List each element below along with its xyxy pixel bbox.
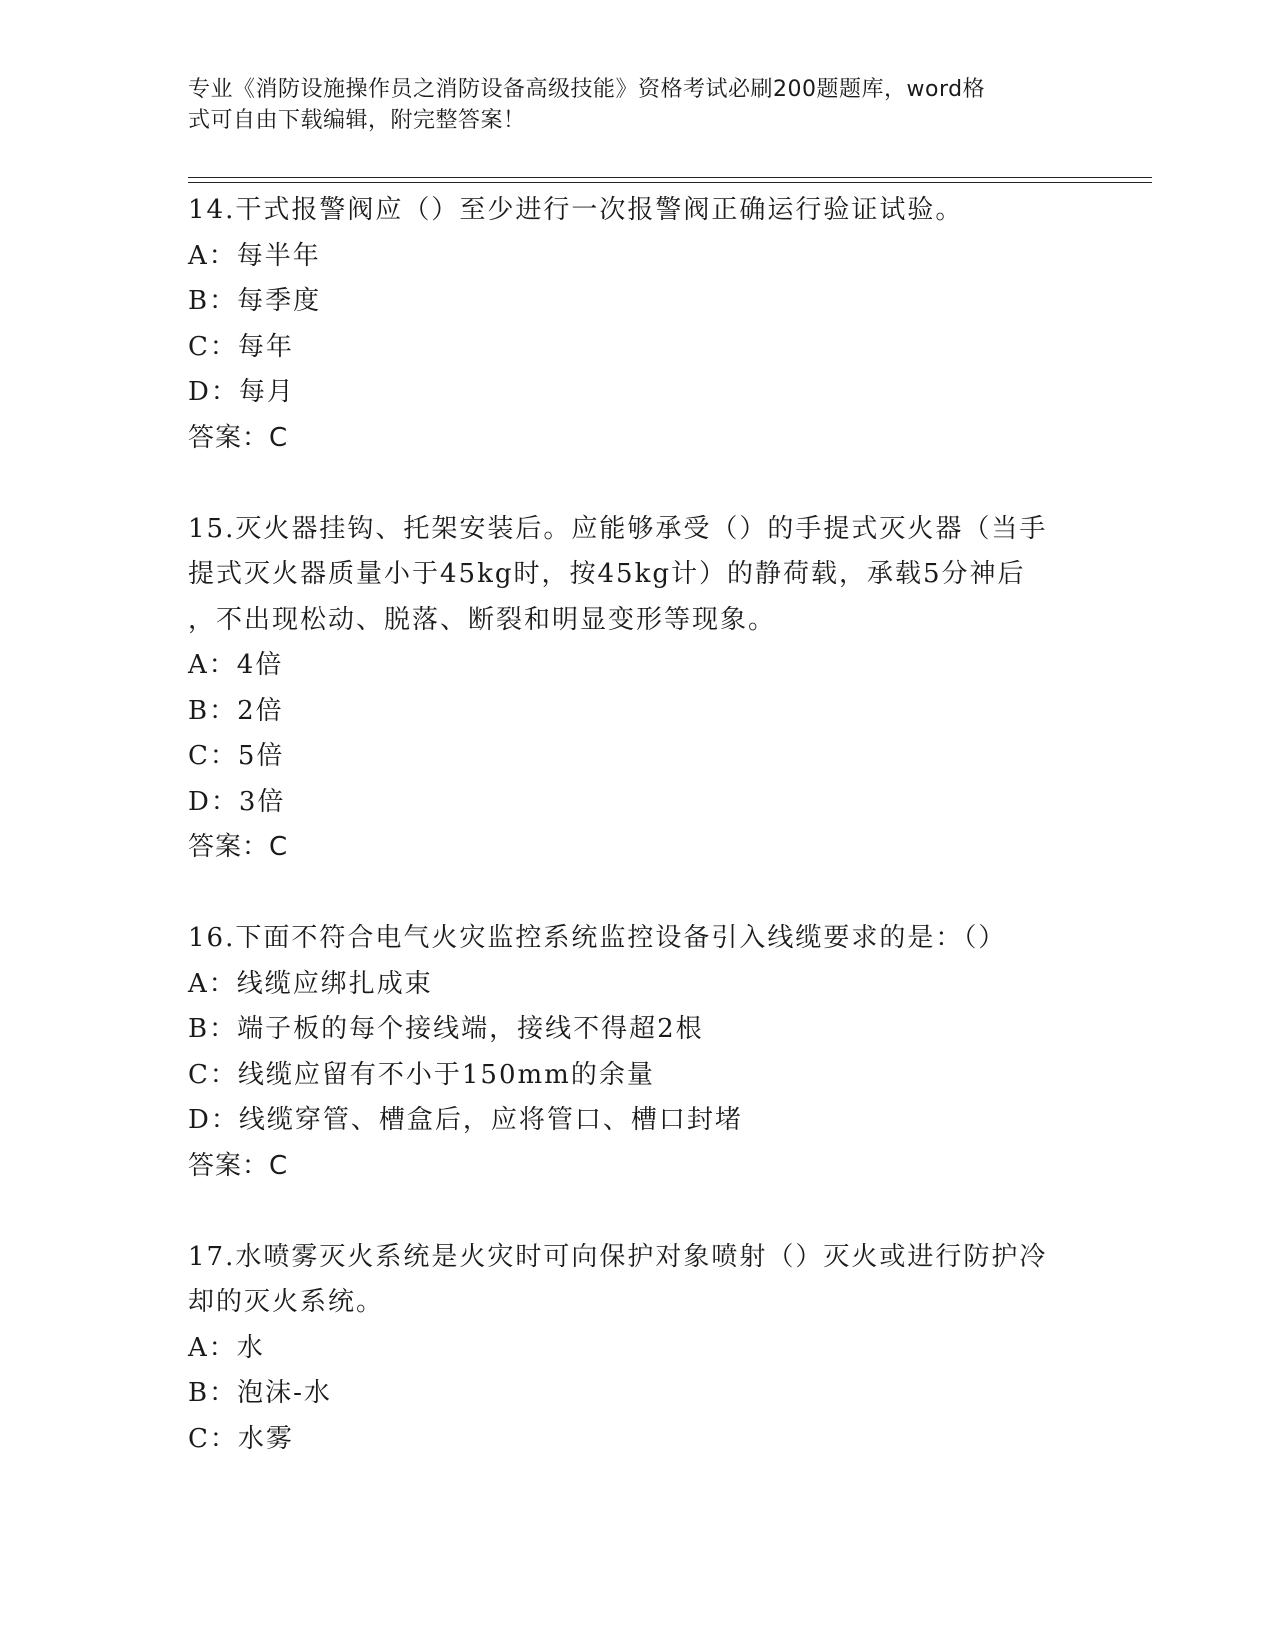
option-d: D：每月 [188,377,295,407]
question-14 [188,188,1088,461]
option-a: A：线缆应绑扎成束 [188,968,433,999]
answer-line: 答案：C [188,422,289,453]
header-divider-bottom [188,182,1152,183]
option-b: B：每季度 [188,286,322,316]
question-spacer [188,871,1088,917]
option-b: B：端子板的每个接线端，接线不得超2根 [188,1014,704,1044]
option-b: B：泡沫-水 [188,1378,332,1408]
question-list [188,188,1088,1462]
option-b: B：2倍 [188,695,284,726]
option-a: A：水 [188,1332,265,1363]
option-c: C：每年 [188,331,294,362]
document-header: 专业《消防设施操作员之消防设备高级技能》资格考试必刷200题题库，word格 式可自由下载编辑，附完整答案！ [188,77,986,133]
option-c: C：水雾 [188,1423,294,1454]
option-c: C：5倍 [188,741,285,771]
question-stem: 15.灭火器挂钩、托架安装后。应能够承受（）的手提式灭火器（当手 提式灭火器质量小于45kg时，按45kg计）的静荷载，承载5分神后 ，不出现松动、脱落、断裂和明显变形等现象。 [188,513,1048,635]
question-stem: 17.水喷雾灭火系统是火灾时可向保护对象喷射（）灭火或进行防护冷 却的灭火系统。 [188,1241,1048,1317]
question-17 [188,1235,1088,1463]
question-16 [188,916,1088,1189]
option-a: A：4倍 [188,650,284,680]
answer-line: 答案：C [188,1150,289,1181]
option-d: D：线缆穿管、槽盒后，应将管口、槽口封堵 [188,1105,743,1135]
header-divider-top [188,177,1152,178]
question-spacer [188,461,1088,507]
question-stem: 16.下面不符合电气火灾监控系统监控设备引入线缆要求的是：（） [188,923,1007,953]
option-d: D：3倍 [188,786,286,817]
question-stem: 14.干式报警阀应（）至少进行一次报警阀正确运行验证试验。 [188,195,964,225]
question-15 [188,507,1088,871]
answer-line: 答案：C [188,832,289,862]
option-c: C：线缆应留有不小于150mm的余量 [188,1059,655,1090]
question-spacer [188,1189,1088,1235]
option-a: A：每半年 [188,240,321,271]
